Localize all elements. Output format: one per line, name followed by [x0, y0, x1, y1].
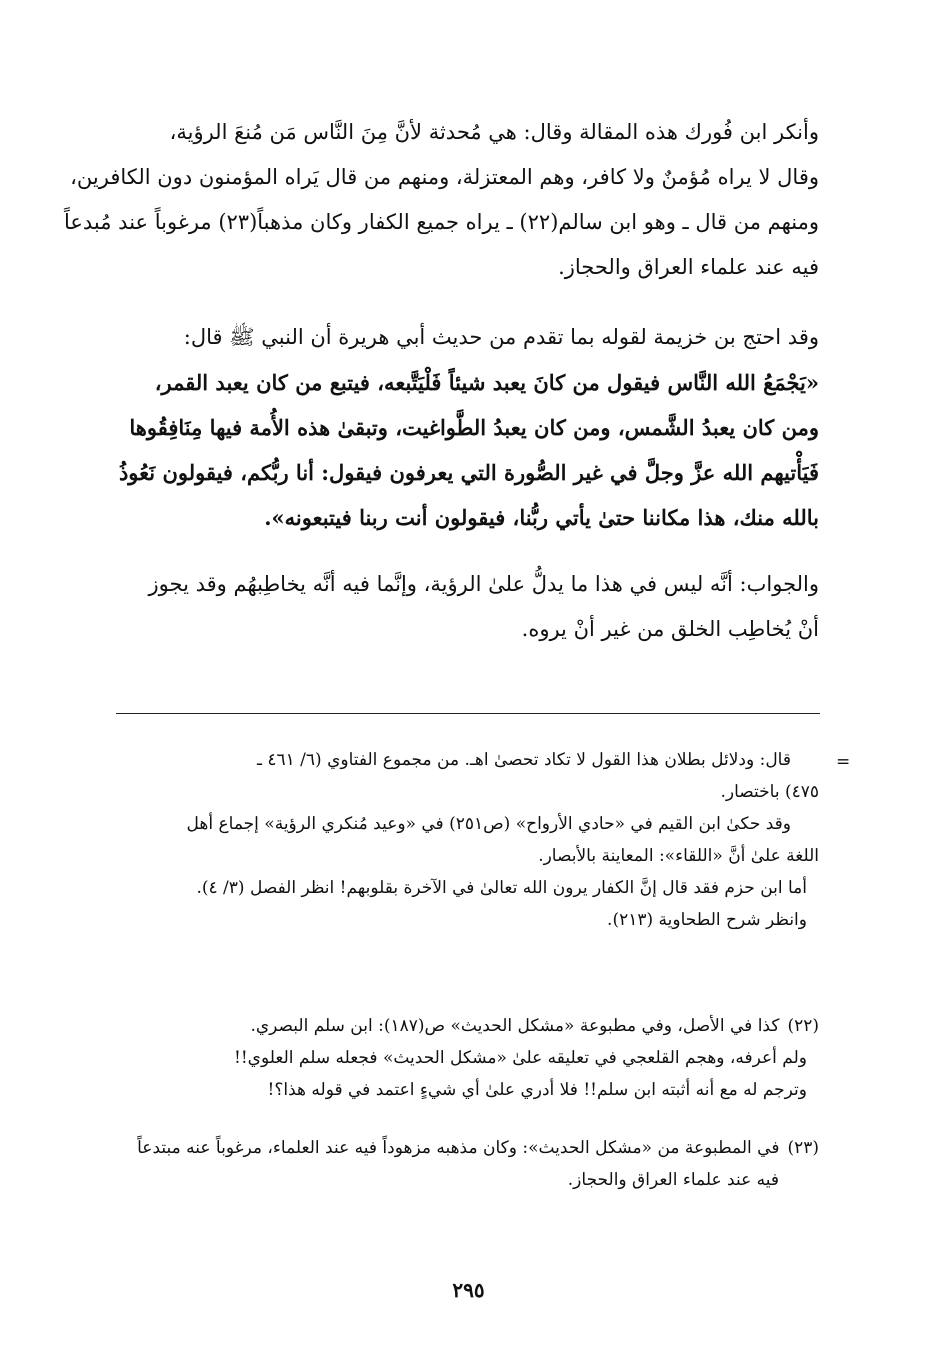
- paragraph-answer: [119, 562, 819, 652]
- text-line: والجواب: أنَّه ليس في هذا ما يدلُّ علىٰ الرؤية، وإنَّما فيه أنَّه يخاطِبهُم وقد يجوز: [148, 572, 819, 596]
- footnote-line: قال: ودلائل بطلان هذا القول لا تكاد تحصىٰ اهـ. من مجموع الفتاوي (٦/ ٤٦١ ـ: [256, 750, 791, 770]
- footnote-line: ٤٧٥) باختصار.: [720, 782, 819, 802]
- page-number: ٢٩٥: [452, 1278, 485, 1302]
- hadith-line: بالله منك، هذا مكاننا حتىٰ يأتي ربُّنا، فيقولون أنت ربنا فيتبعونه».: [264, 505, 819, 530]
- text-line: ومنهم من قال ـ وهو ابن سالم(٢٢) ـ يراه جميع الكفار وكان مذهباً(٢٣) مرغوباً عند مُبدعاً: [63, 210, 819, 234]
- footnote-divider: [116, 713, 820, 714]
- footnote-continuation-mark: =: [836, 752, 851, 772]
- footnote-number: (٢٣): [787, 1138, 819, 1158]
- footnote-23: [119, 1132, 819, 1196]
- hadith-line: فَيَأْتيهم الله عزَّ وجلَّ في غير الصُّورة التي يعرفون فيقول: أنا ربُّكم، فيقولون نَعُوذُ: [118, 460, 819, 485]
- text-line: وأنكر ابن فُورك هذه المقالة وقال: هي مُحدثة لأنَّ مِنَ النَّاس مَن مُنعَ الرؤية،: [169, 120, 819, 144]
- footnote-carryover: [119, 744, 819, 936]
- footnote-line: اللغة علىٰ أنَّ «اللقاء»: المعاينة بالأبصار.: [538, 846, 819, 866]
- paragraph-hadith: [119, 315, 819, 540]
- footnote-line: وقد حكىٰ ابن القيم في «حادي الأرواح» (ص٢٥١) في «وعيد مُنكري الرؤية» إجماع أهل: [186, 814, 791, 834]
- footnote-text: كذا في الأصل، وفي مطبوعة «مشكل الحديث» ص(١٨٧): ابن سلم البصري.: [250, 1016, 780, 1036]
- text-line: وقال لا يراه مُؤمنٌ ولا كافر، وهم المعتزلة، ومنهم من قال يَراه المؤمنون دون الكافرين،: [70, 165, 819, 189]
- footnote-line: ولم أعرفه، وهجم القلعجي في تعليقه علىٰ «مشكل الحديث» فجعله سلم العلوي!!: [234, 1048, 807, 1068]
- footnote-line: وانظر شرح الطحاوية (٢١٣).: [607, 910, 807, 930]
- footnote-line: أما ابن حزم فقد قال إنَّ الكفار يرون الله تعالىٰ في الآخرة بقلوبهم! انظر الفصل (٣/ ٤).: [196, 878, 807, 898]
- text-line: أنْ يُخاطِب الخلق من غير أنْ يروه.: [521, 617, 819, 641]
- footnote-number: (٢٢): [787, 1016, 819, 1036]
- paragraph-ibn-furak: [63, 110, 819, 290]
- hadith-line: «يَجْمَعُ الله النَّاس فيقول من كانَ يعبد شيئاً فَلْيَتَّبعه، فيتبع من كان يعبد القمر،: [154, 370, 819, 395]
- footnote-22: [119, 1010, 819, 1106]
- footnote-text: في المطبوعة من «مشكل الحديث»: وكان مذهبه مزهوداً فيه عند العلماء، مرغوباً عنه مبتدعاً: [137, 1138, 780, 1158]
- text-line: وقد احتج بن خزيمة لقوله بما تقدم من حديث أبي هريرة أن النبي ﷺ قال:: [183, 325, 819, 349]
- footnote-line: فيه عند علماء العراق والحجاز.: [567, 1170, 779, 1190]
- text-line: فيه عند علماء العراق والحجاز.: [558, 255, 819, 279]
- hadith-line: ومن كان يعبدُ الشَّمس، ومن كان يعبدُ الطَّواغيت، وتبقىٰ هذه الأُمة فيها مِنَافِقُوها: [129, 415, 819, 440]
- footnote-line: وترجم له مع أنه أثبته ابن سلم!! فلا أدري علىٰ أي شيءٍ اعتمد في قوله هذا؟!: [267, 1080, 807, 1100]
